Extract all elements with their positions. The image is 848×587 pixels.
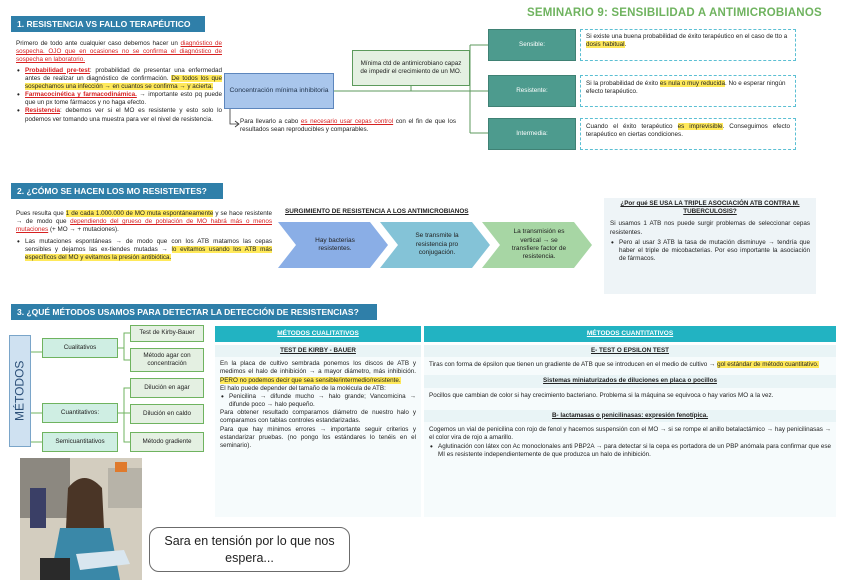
tb-question: ¿Por qué SE USA LA TRIPLE ASOCIACIÓN ATB CONTRA M. TUBERCULOSIS?: [620, 200, 800, 216]
mic-definition-box: Mínima ctd de antimicrobiano capaz de impedir el crecimiento de un MO.: [352, 50, 470, 86]
dil-caldo-node: Dilución en caldo: [130, 404, 204, 424]
etest-heading: E- TEST O EPSILON TEST: [424, 345, 836, 357]
cuantitativos-node: Cuantitativos:: [42, 403, 118, 423]
mutation-bullet: • Las mutaciones espontáneas → de modo que con los ATB matamos las cepas sensibles y dejamos las ex-tiendes mutadas → lo evitamos usando los ATB más específicos del MO y evitamos la presión antibiótica.: [16, 238, 272, 263]
dil-agar-node: Dilución en agar: [130, 378, 204, 398]
methods-root-label: MÉTODOS: [12, 360, 27, 422]
col-cuantitativos-header: MÉTODOS CUANTITATIVOS: [424, 326, 836, 342]
col-cualitativos-header: MÉTODOS CUALITATIVOS: [215, 326, 421, 342]
label-intermedia: Intermedia:: [488, 118, 576, 150]
mini-text: Pocillos que cambian de color si hay crecimiento bacteriano. Problema si la máquina se equivoca o hay varios MO a la vez.: [429, 391, 774, 399]
blact-text: Cogemos un vial de penicilina con rojo de fenol y hacemos suspensión con el MO → si se rompe el anillo betalactámico → hay penicilinasas → el color vira de rojo a amarillo.: [429, 425, 831, 442]
resistente-def: Si la probabilidad de éxito es nula o muy reducida. No e esperar ningún efecto terapéutico.: [580, 75, 796, 107]
section-2-text: Pues resulta que 1 de cada 1.000.000 de MO muta espontáneamente y se hace resistente → de modo que dependiendo del grueso de población de MO habrá más o menos mutaciones (+ MO → + mutaciones). • Las mutaciones espontáneas → de modo que con los ATB matamos las cepas sensibles y dejamos las ex-tiendes mutadas → lo evitamos usando los ATB más específicos del MO y evitamos la presión antibiótica.: [16, 210, 272, 262]
agar-node: Método agar con concentración: [130, 348, 204, 372]
bullet-pretest: • Probabilidad pre-test: probabilidad de presentar una enfermedad antes de realizar un diagnóstico de confirmación. De todos los que sospechamos una infección → en cuantos se confirma → y acierta.: [16, 67, 222, 92]
chevron-1: Hay bacterias resistentes.: [315, 236, 355, 252]
section-3-heading: 3. ¿QUÉ MÉTODOS USAMOS PARA DETECTAR LA DETECCIÓN DE RESISTENCIAS?: [11, 304, 377, 320]
bullet-pharma: • Farmacocinética y farmacodinámica. → importante esto pq puede que un px tome fármacos y no haga efecto.: [16, 91, 222, 107]
photo-caption: Sara en tensión por lo que nos espera...: [149, 527, 350, 572]
etest-text: Tiras con forma de épsilon que tienen un gradiente de ATB que se introducen en el medio de cultivo → gol estándar de método cuantitativo.: [429, 361, 819, 369]
intro-suspicion: diagnóstico de sospecha. OJO que en ocasiones no se confirma el diagnóstico de sospecha en laboratorio.: [16, 40, 222, 64]
control-note: Para llevarlo a cabo es necesario usar cepas control con el fin de que los resultados sean reproducibles y comparables.: [240, 118, 457, 134]
section-1-heading: 1. RESISTENCIA VS FALLO TERAPÉUTICO: [11, 16, 205, 32]
page-title: SEMINARIO 9: SENSIBILIDAD A ANTIMICROBIANOS: [527, 7, 822, 19]
intro-text: Primero de todo ante cualquier caso debemos hacer un: [16, 40, 178, 47]
kirby-cell: TEST DE KIRBY - BAUER En la placa de cultivo sembrada ponemos los discos de ATB y medimos el halo de inhibición → a mayor diámetro, más inhibición. PERO no podemos decir que sea sensible/intermedio/resistente. El halo puede depender del tamaño de la molécula de ATB: • Penicilina → difunde mucho → halo grande; Vancomicina → difunde poco → halo pequeño. Para obtener resultado comparamos diámetro de nuestro halo y comparamos con tablas controles estandarizadas. Para que hay mínimos errores → importante seguir criterios y estandarizar pruebas. (no pongo los estándares lo tenéis en el seminario).: [215, 345, 421, 517]
cuantitativos-cell: [424, 345, 836, 517]
cualitativos-node: Cualitativos: [42, 338, 118, 358]
tb-bullet: • Pero al usar 3 ATB la tasa de mutación disminuye → tendría que haber el triple de micobacterias. Por eso importante la asociación de fármacos.: [610, 239, 810, 264]
tb-text: Si usamos 1 ATB nos puede surgir problemas de seleccionar cepas resistentes.: [610, 220, 810, 236]
kirby-node: Test de Kirby-Bauer: [130, 325, 204, 342]
label-resistente: Resistente:: [488, 75, 576, 107]
section-2-heading: 2. ¿CÓMO SE HACEN LOS MO RESISTENTES?: [11, 183, 223, 199]
sensible-def: Si existe una buena probabilidad de éxito terapéutico en el caso de tto a dosis habitual.: [580, 29, 796, 61]
blact-bullet: • Aglutinación con látex con Ac monoclonales anti PBP2A → para detectar si la cepa es portadora de un PBP anómala para confirmar que ese MI es resistente independientemente de que produzca un halo de inhibición.: [429, 443, 831, 459]
chevron-3: La transmisión es vertical → se transfiere factor de resistencia.: [511, 228, 567, 261]
mic-box: Concentración mínima inhibitoria: [224, 73, 334, 109]
semicuantitativos-node: Semicuantitativos: [42, 432, 118, 452]
bullet-resistance: • Resistencia: debemos ver si el MO es resistente y esto solo lo podemos ver tomando una muestra para ver el nivel de resistencia.: [16, 107, 222, 123]
student-photo: [20, 458, 142, 580]
intermedia-def: Cuando el éxito terapéutico es imprevisible. Conseguimos efecto terapéutico en ciertas condiciones.: [580, 118, 796, 150]
blact-heading: B- lactamasas o penicilinasas: expresión fenotípica.: [424, 410, 836, 422]
gradiente-node: Método gradiente: [130, 432, 204, 452]
kirby-heading: TEST DE KIRBY - BAUER: [215, 345, 421, 357]
mini-heading: Sistemas miniaturizados de diluciones en placa o pocillos: [424, 375, 836, 387]
photo-illustration: [20, 458, 142, 580]
label-sensible: Sensible:: [488, 29, 576, 61]
flow-title: SURGIMIENTO DE RESISTENCIA A LOS ANTIMICROBIANOS: [285, 208, 469, 215]
chevron-2: Se transmite la resistencia pro conjugación.: [415, 232, 459, 257]
